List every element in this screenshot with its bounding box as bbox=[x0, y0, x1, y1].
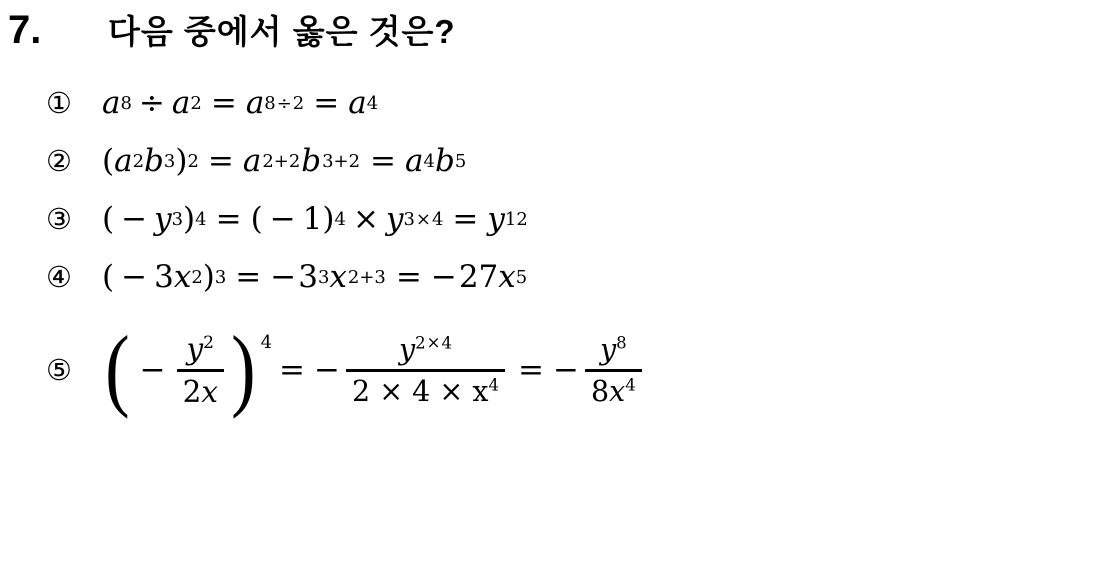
fraction-numerator bbox=[393, 333, 458, 369]
number: 2 bbox=[182, 374, 202, 409]
exponent-operator: ÷ bbox=[276, 92, 292, 114]
choice-expression bbox=[102, 85, 378, 121]
minus-sign: − bbox=[430, 259, 457, 296]
term: b bbox=[301, 143, 322, 180]
choice-list bbox=[0, 74, 1114, 430]
left-paren: ( bbox=[250, 201, 263, 238]
equals-sign: = bbox=[207, 143, 234, 180]
equals-sign: = bbox=[313, 85, 340, 122]
exponent: 2+3 bbox=[347, 266, 386, 288]
question-number: 7. bbox=[8, 8, 42, 52]
equals-sign: = bbox=[452, 201, 479, 238]
choice-item-4[interactable] bbox=[46, 248, 1114, 306]
exponent: 4 bbox=[260, 331, 273, 353]
minus-sign: − bbox=[121, 259, 148, 296]
equals-sign: = bbox=[370, 143, 397, 180]
right-paren: ) bbox=[202, 259, 215, 296]
number: 8 bbox=[590, 374, 610, 408]
exponent: 8 bbox=[120, 92, 132, 114]
left-paren: ( bbox=[102, 201, 115, 238]
fraction-numerator bbox=[181, 332, 221, 369]
term: x bbox=[329, 259, 347, 296]
term: b bbox=[434, 143, 455, 180]
exponent: 3 bbox=[163, 150, 176, 172]
fraction-denominator bbox=[177, 372, 224, 409]
exponent: 4 bbox=[625, 375, 636, 395]
choice-marker: ③ bbox=[46, 201, 72, 236]
choice-marker: ④ bbox=[46, 259, 72, 294]
term: a bbox=[245, 85, 265, 122]
exponent-operator: × bbox=[426, 333, 441, 353]
exponent: 3 bbox=[214, 266, 227, 288]
exponent: 3 bbox=[318, 266, 330, 288]
exponent: 5 bbox=[454, 150, 467, 172]
fraction bbox=[346, 333, 505, 408]
exponent-part: 2 bbox=[292, 92, 305, 114]
term: a bbox=[242, 143, 262, 180]
number: 27 bbox=[458, 259, 499, 296]
parenthesized-fraction bbox=[102, 316, 273, 419]
term: a bbox=[405, 143, 424, 180]
term: x bbox=[173, 259, 192, 296]
equals-sign: = bbox=[235, 259, 262, 296]
exponent: 2 bbox=[187, 150, 199, 172]
fraction-numerator bbox=[594, 333, 633, 369]
exponent: 8 bbox=[616, 333, 627, 353]
equals-sign: = bbox=[517, 352, 544, 389]
exponent: 4 bbox=[195, 208, 207, 230]
term: x bbox=[498, 259, 516, 296]
question-prompt: 다음 중에서 옳은 것은? bbox=[108, 13, 456, 50]
number: 3 bbox=[154, 259, 174, 296]
choice-marker: ⑤ bbox=[46, 352, 72, 387]
exponent: 3+2 bbox=[322, 150, 361, 172]
exponent: 4 bbox=[423, 150, 435, 172]
choice-item-3[interactable] bbox=[46, 190, 1114, 248]
choice-marker: ① bbox=[46, 85, 72, 120]
choice-item-5[interactable] bbox=[46, 310, 1114, 430]
fraction bbox=[177, 332, 224, 409]
term: y bbox=[385, 201, 404, 238]
right-paren: ) bbox=[322, 201, 335, 238]
times-operator: × bbox=[352, 201, 379, 238]
exponent: 2+2 bbox=[262, 150, 301, 172]
exponent-part: 4 bbox=[431, 208, 444, 230]
term: y bbox=[487, 201, 505, 238]
minus-sign: − bbox=[552, 352, 579, 389]
term: x bbox=[609, 374, 626, 408]
question-header bbox=[0, 10, 1114, 50]
minus-sign: − bbox=[139, 352, 166, 389]
left-paren: ( bbox=[105, 316, 130, 419]
denominator-product: 2 × 4 × x bbox=[352, 374, 489, 408]
choice-item-2[interactable] bbox=[46, 132, 1114, 190]
right-paren: ) bbox=[231, 316, 256, 419]
exponent: 5 bbox=[515, 266, 528, 288]
choice-expression bbox=[102, 143, 466, 179]
fraction bbox=[585, 333, 642, 408]
term: y bbox=[154, 201, 172, 238]
choice-item-1[interactable] bbox=[46, 74, 1114, 132]
term: a bbox=[171, 85, 191, 122]
fraction-denominator bbox=[346, 372, 505, 408]
exponent-operator: × bbox=[415, 208, 431, 230]
choice-expression bbox=[102, 259, 527, 295]
exponent: 12 bbox=[504, 208, 528, 230]
minus-sign: − bbox=[270, 259, 297, 296]
minus-sign: − bbox=[314, 352, 341, 389]
exponent-part: 8 bbox=[264, 92, 276, 114]
equals-sign: = bbox=[215, 201, 242, 238]
left-paren: ( bbox=[102, 259, 115, 296]
choice-expression bbox=[102, 201, 528, 237]
divide-operator: ÷ bbox=[138, 85, 165, 122]
term: b bbox=[144, 143, 164, 180]
term: x bbox=[201, 374, 218, 409]
equals-sign: = bbox=[395, 259, 422, 296]
term: a bbox=[348, 85, 367, 122]
left-paren: ( bbox=[102, 143, 115, 180]
exponent: 4 bbox=[488, 375, 499, 395]
exponent: 2 bbox=[191, 266, 203, 288]
number: 3 bbox=[298, 259, 318, 296]
choice-expression bbox=[102, 316, 646, 419]
term: y bbox=[186, 331, 204, 366]
fraction-denominator bbox=[585, 372, 642, 408]
term: y bbox=[600, 332, 617, 366]
exponent-part: 4 bbox=[441, 333, 453, 353]
equals-sign: = bbox=[210, 85, 237, 122]
right-paren: ) bbox=[183, 201, 196, 238]
exponent-part: 3 bbox=[403, 208, 415, 230]
exponent: 2 bbox=[132, 150, 145, 172]
equals-sign: = bbox=[279, 352, 306, 389]
number: 1 bbox=[302, 201, 323, 238]
exponent: 2 bbox=[190, 92, 202, 114]
term: a bbox=[102, 85, 121, 122]
exponent: 4 bbox=[334, 208, 346, 230]
right-paren: ) bbox=[175, 143, 188, 180]
exponent-part: 2 bbox=[415, 333, 426, 353]
minus-sign: − bbox=[269, 201, 296, 238]
term: a bbox=[114, 143, 133, 180]
term: y bbox=[398, 332, 416, 366]
exponent: 2 bbox=[203, 332, 215, 353]
choice-marker: ② bbox=[46, 143, 72, 178]
exponent: 4 bbox=[366, 92, 379, 114]
exponent: 3 bbox=[171, 208, 184, 230]
minus-sign: − bbox=[121, 201, 148, 238]
